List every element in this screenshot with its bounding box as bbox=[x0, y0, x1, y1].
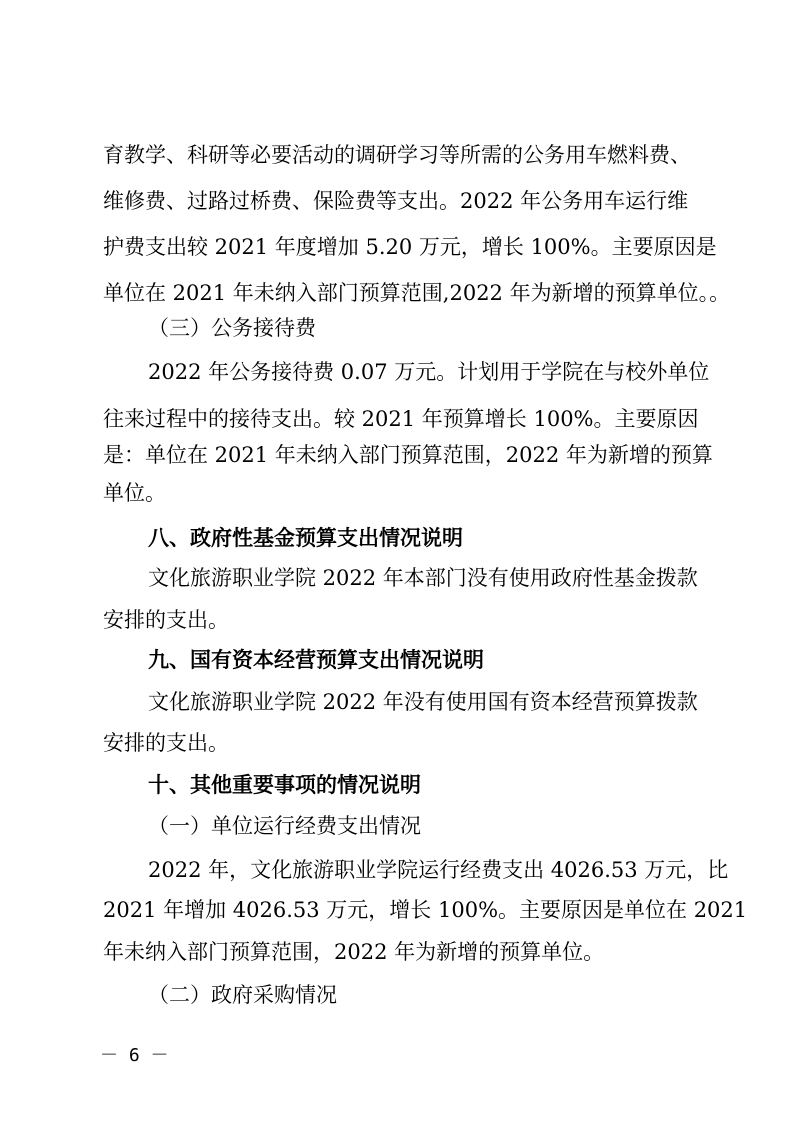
paragraph-line: 是：单位在 2021 年未纳入部门预算范围，2022 年为新增的预算 bbox=[103, 443, 713, 467]
page-number: － 6 － bbox=[100, 1045, 169, 1066]
paragraph-line: 2022 年公务接待费 0.07 万元。计划用于学院在与校外单位 bbox=[148, 360, 710, 384]
section-subheading: （二）政府采购情况 bbox=[148, 983, 337, 1007]
paragraph-line: 安排的支出。 bbox=[103, 731, 229, 755]
paragraph-line: 文化旅游职业学院 2022 年没有使用国有资本经营预算拨款 bbox=[148, 690, 698, 714]
paragraph-line: 单位。 bbox=[103, 481, 166, 505]
section-heading: 十、其他重要事项的情况说明 bbox=[148, 772, 421, 797]
paragraph-line: 往来过程中的接待支出。较 2021 年预算增长 100%。主要原因 bbox=[103, 407, 699, 431]
paragraph-line: 文化旅游职业学院 2022 年本部门没有使用政府性基金拨款 bbox=[148, 566, 698, 590]
paragraph-line: 护费支出较 2021 年度增加 5.20 万元，增长 100%。主要原因是 bbox=[103, 235, 717, 259]
section-heading: 九、国有资本经营预算支出情况说明 bbox=[148, 647, 484, 672]
section-subheading: （三）公务接待费 bbox=[148, 316, 316, 340]
paragraph-line: 安排的支出。 bbox=[103, 608, 229, 632]
paragraph-line: 单位在 2021 年未纳入部门预算范围,2022 年为新增的预算单位。。 bbox=[103, 281, 731, 305]
paragraph-line: 2022 年，文化旅游职业学院运行经费支出 4026.53 万元，比 bbox=[148, 858, 729, 882]
section-heading: 八、政府性基金预算支出情况说明 bbox=[148, 525, 463, 550]
section-subheading: （一）单位运行经费支出情况 bbox=[148, 814, 421, 838]
paragraph-line: 维修费、过路过桥费、保险费等支出。2022 年公务用车运行维 bbox=[103, 189, 689, 213]
paragraph-line: 2021 年增加 4026.53 万元，增长 100%。主要原因是单位在 2021 bbox=[103, 898, 748, 922]
paragraph-line: 年未纳入部门预算范围，2022 年为新增的预算单位。 bbox=[103, 940, 605, 964]
paragraph-line: 育教学、科研等必要活动的调研学习等所需的公务用车燃料费、 bbox=[103, 143, 691, 167]
